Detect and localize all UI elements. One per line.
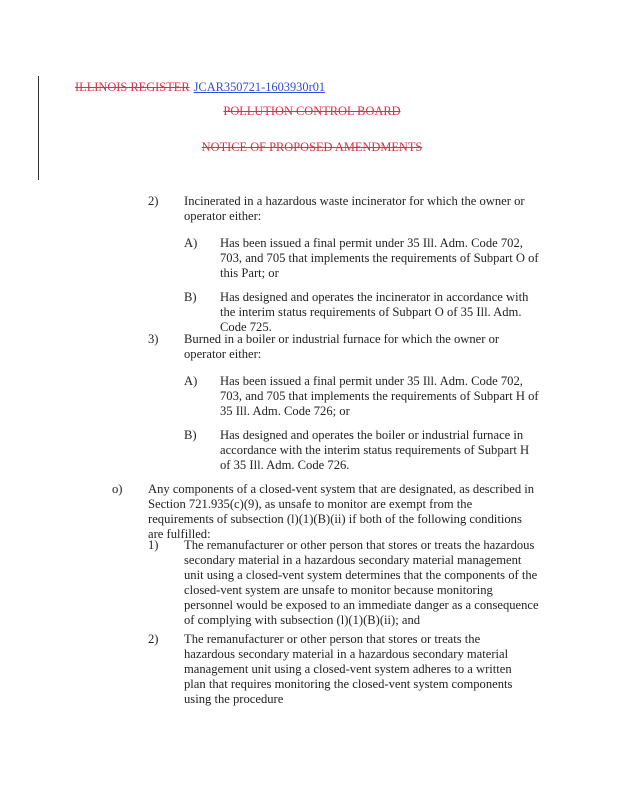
item-3-label: 3): [148, 332, 159, 346]
item-o-label: o): [112, 482, 123, 496]
item-2a-text: Has been issued a final permit under 35 Ill. Adm. Code 702, 703, and 705 that implements the requirements of Subpart O of this Part; or: [220, 236, 539, 280]
item-2b-label: B): [184, 290, 197, 304]
item-o1-label: 1): [148, 538, 159, 552]
register-header: [75, 80, 325, 95]
item-o-text: Any components of a closed-vent system that are designated, as described in Section 721.935(c)(9), as unsafe to monitor are exempt from the requirements of subsection (l)(1)(B)(ii) if both of the following conditions are fulfilled:: [148, 482, 535, 541]
revision-change-bar: [38, 76, 39, 180]
item-3a-label: A): [184, 374, 198, 388]
item-o2-text: The remanufacturer or other person that stores or treats the hazardous secondary material in a hazardous secondary material management unit using a closed-vent system adheres to a written plan that requires monitoring the closed-vent system components using the procedure: [184, 632, 513, 706]
register-struck-text: ILLINOIS REGISTER: [75, 80, 190, 94]
item-2-text: Incinerated in a hazardous waste incinerator for which the owner or operator either:: [184, 194, 525, 223]
item-3b-text: Has designed and operates the boiler or industrial furnace in accordance with the interim status requirements of Subpart H of 35 Ill. Adm. Code 726.: [220, 428, 530, 472]
notice-title: NOTICE OF PROPOSED AMENDMENTS: [201, 140, 423, 154]
item-3-text: Burned in a boiler or industrial furnace for which the owner or operator either:: [184, 332, 500, 361]
item-2b-text: Has designed and operates the incinerator in accordance with the interim status requirements of Subpart O of 35 Ill. Adm. Code 725.: [220, 290, 529, 334]
item-2-label: 2): [148, 194, 159, 208]
item-3b-label: B): [184, 428, 197, 442]
board-title: POLLUTION CONTROL BOARD: [223, 104, 401, 118]
item-o1-text: The remanufacturer or other person that stores or treats the hazardous secondary material in a hazardous secondary material management unit using a closed-vent system determines that the components of the closed-vent system are unsafe to monitor because monitoring personnel would be exposed to an immediate danger as a consequence of complying with subsection (l)(1)(B)(ii); and: [184, 538, 539, 627]
item-2a-label: A): [184, 236, 198, 250]
item-3a-text: Has been issued a final permit under 35 Ill. Adm. Code 702, 703, and 705 that implements the requirements of Subpart H of 35 Ill. Adm. Code 726; or: [220, 374, 539, 418]
register-inserted-text: JCAR350721-1603930r01: [193, 80, 326, 94]
item-o2-label: 2): [148, 632, 159, 646]
